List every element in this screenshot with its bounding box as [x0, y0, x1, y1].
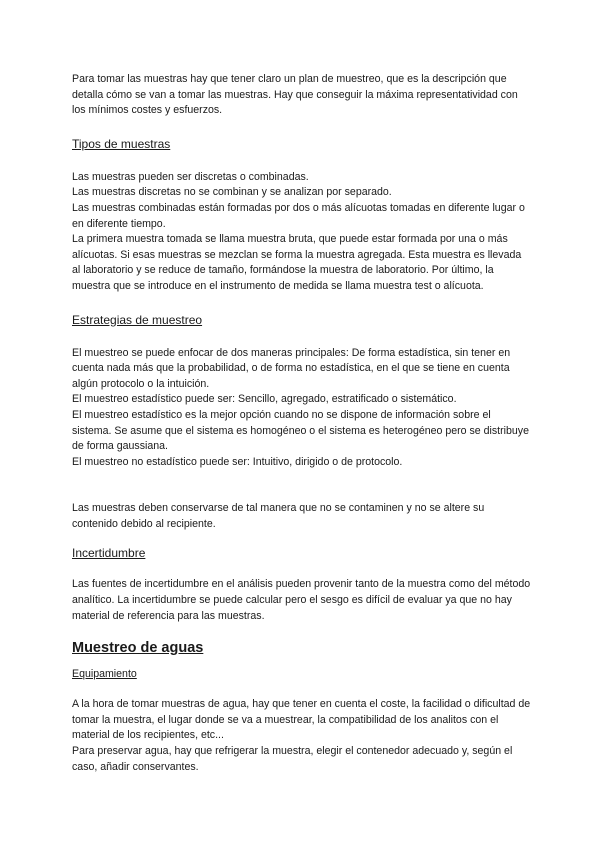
tipos-paragraph-4: La primera muestra tomada se llama muestra bruta, que puede estar formada por una o más alícuotas. Si esas muestras se mezclan se forma la muestra agregada. Esta muestra es llevada al laboratorio y se reduce de tamaño, formándose la muestra de laboratorio. Por último, la muestra que se introduce en el instrumento de medida se llama muestra test o alícuota. — [72, 233, 522, 292]
estrategias-paragraph-5: Las muestras deben conservarse de tal manera que no se contaminen y no se altere su contenido debido al recipiente. — [72, 502, 485, 530]
aguas-paragraph-1: A la hora de tomar muestras de agua, hay que tener en cuenta el coste, la facilidad o dificultad de tomar la muestra, el lugar donde se va a muestrear, la compatibilidad de los analitos con el material de los recipientes, etc... — [72, 698, 531, 742]
equipamiento-subheading: Equipamiento — [72, 668, 137, 681]
incertidumbre-heading: Incertidumbre — [72, 546, 146, 561]
aguas-paragraph-2: Para preservar agua, hay que refrigerar la muestra, elegir el contenedor adecuado y, según el caso, añadir conservantes. — [72, 745, 513, 773]
estrategias-heading: Estrategias de muestreo — [72, 312, 203, 327]
aguas-heading: Muestreo de aguas — [72, 640, 204, 657]
tipos-paragraph-1: Las muestras pueden ser discretas o combinadas. — [72, 170, 309, 183]
tipos-paragraph-3: Las muestras combinadas están formadas por dos o más alícuotas tomadas en diferente lugar o en diferente tiempo. — [72, 201, 525, 230]
estrategias-paragraph-4: El muestreo no estadístico puede ser: Intuitivo, dirigido o de protocolo. — [72, 455, 403, 468]
incertidumbre-paragraph-1: Las fuentes de incertidumbre en el análisis pueden provenir tanto de la muestra como del método analítico. La incertidumbre se puede calcular pero el sesgo es difícil de evaluar ya que no hay material de referencia para las muestras. — [72, 578, 531, 622]
estrategias-paragraph-1: El muestreo se puede enfocar de dos maneras principales: De forma estadística, sin tener en cuenta nada más que la probabilidad, o de forma no estadística, en el que se tiene en cuenta algún protocolo o la intuición. — [72, 346, 511, 390]
estrategias-paragraph-3: El muestreo estadístico es la mejor opción cuando no se dispone de información sobre el sistema. Se asume que el sistema es homogéneo o el sistema es heterogéneo pero se distribuye de forma gaussiana. — [72, 408, 529, 453]
tipos-heading: Tipos de muestras — [72, 136, 171, 151]
intro-paragraph: Para tomar las muestras hay que tener claro un plan de muestreo, que es la descripción que detalla cómo se van a tomar las muestras. Hay que conseguir la máxima representatividad con los mínimos costes y esfuerzos. — [72, 73, 518, 117]
tipos-paragraph-2: Las muestras discretas no se combinan y se analizan por separado. — [72, 186, 392, 199]
estrategias-paragraph-2: El muestreo estadístico puede ser: Sencillo, agregado, estratificado o sistemático. — [72, 393, 457, 406]
document-page — [72, 72, 532, 775]
